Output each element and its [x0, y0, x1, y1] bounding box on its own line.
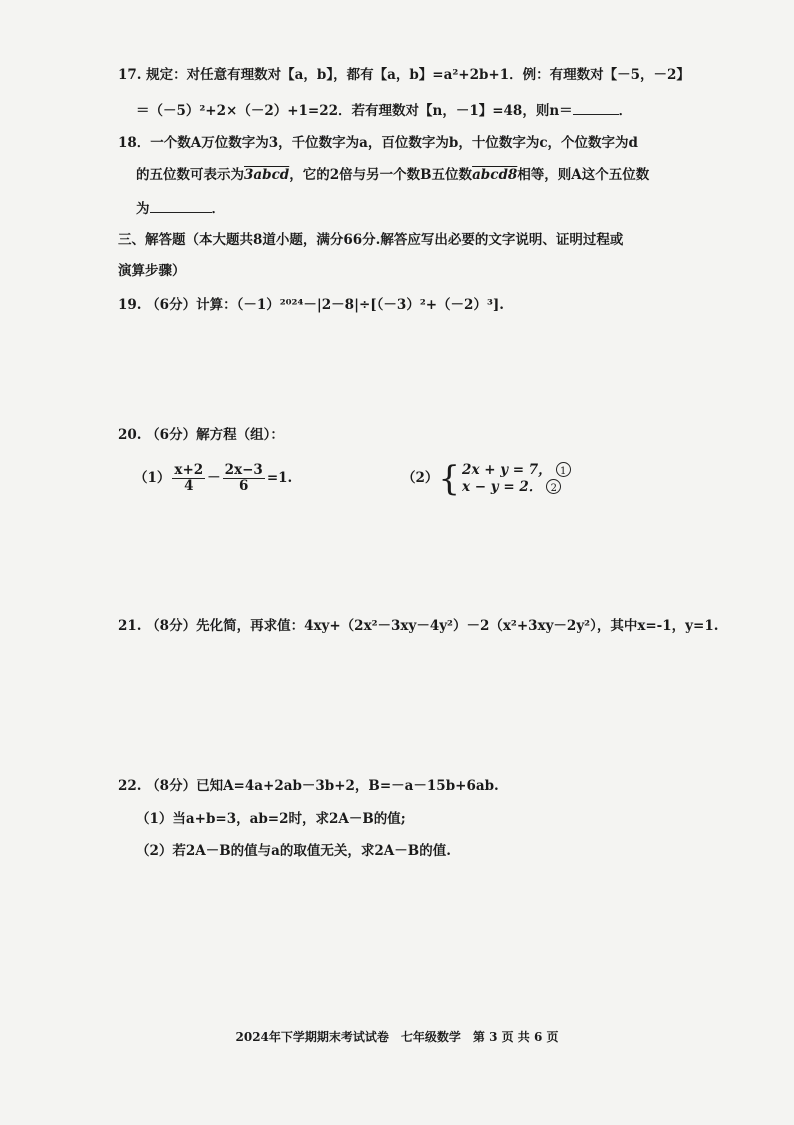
q20-fraction-1-den: 4 — [184, 478, 194, 494]
q20-part1-label: （1） — [134, 470, 171, 486]
q22-part1 — [136, 810, 406, 828]
section3-header-text1: 三、解答题（本大题共8道小题，满分66分.解答应写出必要的文字说明、证明过程或 — [118, 232, 624, 248]
q20-eq2 — [462, 479, 571, 496]
q20-part2 — [402, 458, 571, 499]
q17-line1-text: 17. 规定：对任意有理数对【a，b】，都有【a，b】=a²+2b+1．例：有理数对【－5，－2】 — [118, 67, 690, 83]
q20-title-text: 20. （6分）解方程（组）： — [118, 427, 284, 443]
q20-fraction-2-num: 2x−3 — [224, 462, 263, 478]
q18-number-b: abcd8 — [472, 167, 518, 183]
q18-line1-text: 18．一个数A万位数字为3，千位数字为a，百位数字为b，十位数字为c，个位数字为d — [118, 135, 638, 151]
q18-answer-blank[interactable] — [150, 198, 212, 213]
q21-text: 21. （8分）先化简，再求值：4xy+（2x²－3xy－4y²）－2（x²+3xy－2y²），其中x=-1，y=1. — [118, 618, 719, 634]
q22-part1-text: （1）当a+b=3，ab=2时，求2A－B的值; — [136, 811, 406, 827]
q20-part2-label: （2） — [402, 470, 439, 486]
q18-line1 — [118, 134, 638, 152]
q20-eq1-text: 2x + y = 7， — [462, 461, 552, 478]
left-brace-icon: { — [438, 458, 461, 499]
q22-part2 — [136, 842, 451, 860]
q20-fraction-1 — [172, 463, 205, 494]
q17-line2 — [136, 100, 632, 120]
q20-eq2-text: x − y = 2． — [462, 478, 543, 495]
q20-equation-system — [462, 462, 571, 496]
q17-answer-blank[interactable] — [573, 100, 619, 115]
section3-header-text2: 演算步骤） — [118, 263, 186, 279]
bleed-through-text — [360, 424, 372, 441]
q18-line3 — [136, 198, 225, 218]
q22-title — [118, 777, 499, 795]
section3-header-line2 — [118, 262, 186, 280]
q18-line2-text-b: ，它的2倍与另一个数B五位数 — [289, 167, 473, 183]
q17-line1 — [118, 66, 690, 84]
circled-two-icon: 2 — [546, 479, 561, 494]
q20-fraction-2 — [223, 463, 265, 494]
q18-line3-text: 为 — [136, 201, 150, 217]
page-footer — [0, 1028, 794, 1045]
q22-title-text: 22. （8分）已知A=4a+2ab－3b+2，B=－a－15b+6ab. — [118, 778, 499, 794]
section3-header-line1 — [118, 231, 623, 249]
q20-eq1 — [462, 462, 571, 479]
q17-line2-text: ＝（－5）²+2×（－2）+1=22．若有理数对【n，－1】=48，则n＝ — [136, 103, 573, 119]
q20-fraction-1-num: x+2 — [174, 462, 204, 478]
q20-part1 — [134, 462, 292, 494]
q18-line2-text-a: 的五位数可表示为 — [136, 167, 244, 183]
q17-line2-end: ． — [618, 103, 633, 119]
q21 — [118, 617, 718, 635]
q20-title — [118, 426, 284, 444]
q19-text: 19. （6分）计算：（－1）²⁰²⁴－|2－8|÷[（－3）²+（－2）³]. — [118, 297, 504, 313]
circled-one-icon: 1 — [556, 462, 571, 477]
q22-part2-text: （2）若2A－B的值与a的取值无关，求2A－B的值. — [136, 843, 451, 859]
q20-fraction-2-den: 6 — [239, 478, 249, 494]
q19 — [118, 296, 504, 314]
q18-line2 — [136, 166, 649, 184]
q20-minus: － — [207, 470, 221, 486]
q18-number-a: 3abcd — [244, 167, 290, 183]
page-footer-text: 2024年下学期期末考试试卷 七年级数学 第 3 页 共 6 页 — [235, 1030, 559, 1044]
q18-line3-end: ． — [211, 201, 225, 217]
q18-line2-text-c: 相等，则A这个五位数 — [517, 167, 650, 183]
q20-part1-eq: =1. — [266, 470, 293, 486]
